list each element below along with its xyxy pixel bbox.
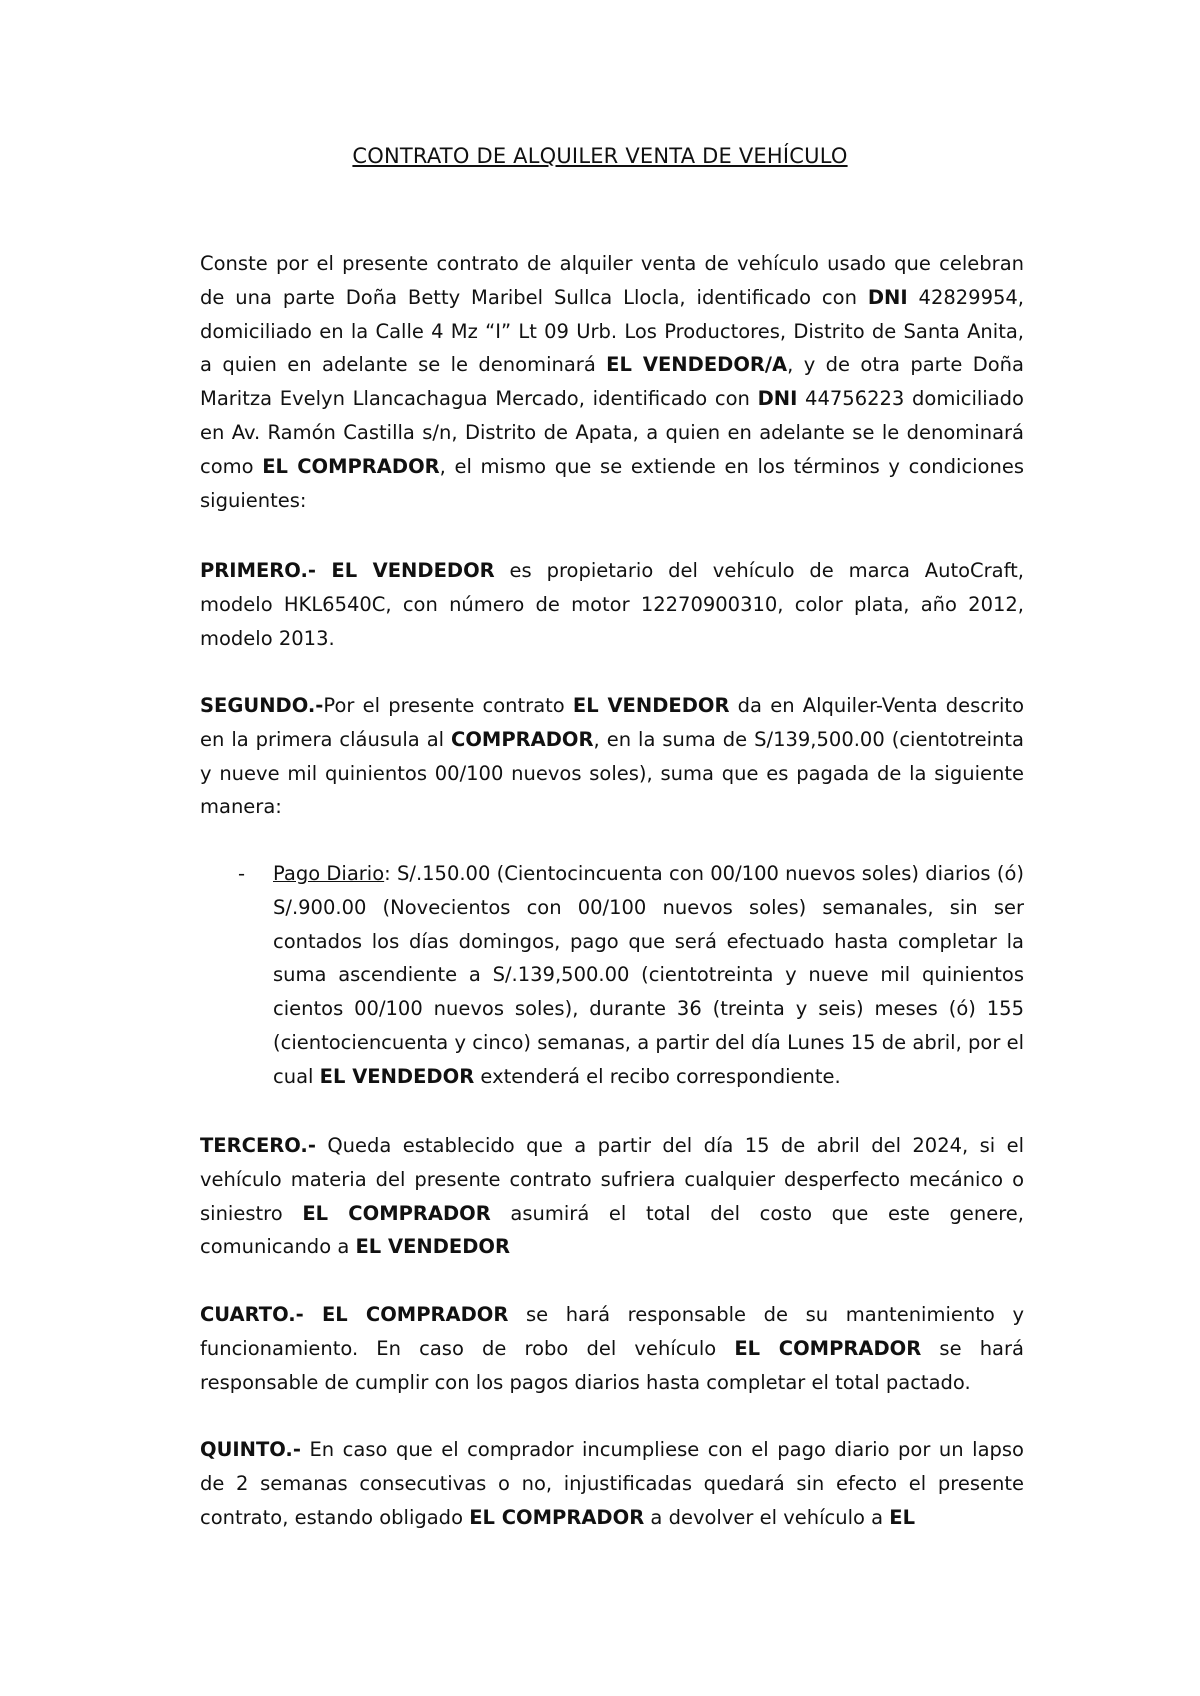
segundo-text-3: , en la suma de S/139,500.00 (cientotreinta y nueve mil quinientos 00/100 nuevos soles), suma que es pagada de la siguiente manera: — [200, 727, 1024, 819]
primero-text: es propietario del vehículo de marca AutoCraft, modelo HKL6540C, con número de motor 12270900310, color plata, año 2012, modelo 2013. — [200, 559, 1024, 650]
cuarto-heading: CUARTO.- EL COMPRADOR — [200, 1303, 509, 1326]
quinto-text-2: a devolver el vehículo a — [644, 1505, 890, 1529]
bullet-text — [273, 857, 1024, 1094]
intro-bold-3: DNI — [757, 387, 798, 411]
clause-segundo — [200, 689, 1024, 824]
primero-heading: PRIMERO.- EL VENDEDOR — [200, 559, 495, 582]
intro-text-2: 42829954, domiciliado en la Calle 4 Mz “I” Lt 09 Urb. Los Productores, Distrito de Santa Anita, a quien en adelante se le denominará — [200, 285, 1024, 377]
quinto-bold-3: EL — [889, 1505, 916, 1529]
clause-quinto — [200, 1433, 1024, 1534]
clause-tercero — [200, 1129, 1024, 1264]
segundo-text-1: Por el presente contrato — [323, 694, 573, 717]
tercero-text-2: asumirá el total del costo que este genere, comunicando a — [200, 1201, 1024, 1259]
document-title: CONTRATO DE ALQUILER VENTA DE VEHÍCULO — [352, 144, 848, 168]
intro-text-1: Conste por el presente contrato de alquiler venta de vehículo usado que celebran de una parte Doña Betty Maribel Sullca Llocla, identificado con — [200, 252, 1024, 309]
segundo-heading: SEGUNDO.- — [200, 694, 324, 717]
quinto-text-1: En caso que el comprador incumpliese con el pago diario por un lapso de 2 semanas consecutivas o no, injustificadas quedará sin efecto el presente contrato, estando obligado — [200, 1438, 1024, 1529]
segundo-bold-2: EL VENDEDOR — [572, 694, 730, 717]
intro-paragraph — [200, 247, 1024, 517]
quinto-bold-2: EL COMPRADOR — [469, 1505, 645, 1529]
bullet-text-1: : S/.150.00 (Cientocincuenta con 00/100 nuevos soles) diarios (ó) S/.900.00 (Novecientos con 00/100 nuevos soles) semanales, sin ser contados los días domingos, pago que será efectuado hasta completar la suma ascendiente a S/.139,500.00 (cientotreinta y nueve mil quinientos cientos 00/100 nuevos soles), durante 36 (treinta y seis) meses (ó) 155 (cientociencuenta y cinco) semanas, a partir del día Lunes 15 de abril, por el cual — [273, 862, 1024, 1088]
intro-bold-4: EL COMPRADOR — [262, 454, 440, 478]
segundo-bold-3: COMPRADOR — [451, 727, 594, 751]
intro-text-4: 44756223 domiciliado en Av. Ramón Castilla s/n, Distrito de Apata, a quien en adelante se le denominará como — [200, 387, 1024, 478]
bullet-dash: - — [238, 862, 246, 885]
intro-text-3: , y de otra parte Doña Maritza Evelyn Llancachagua Mercado, identificado con — [200, 353, 1024, 411]
cuarto-bold-2: EL COMPRADOR — [734, 1336, 922, 1360]
intro-bold-2: EL VENDEDOR/A — [606, 353, 788, 377]
clause-cuarto — [200, 1298, 1024, 1399]
clause-primero — [200, 554, 1024, 655]
tercero-bold-3: EL VENDEDOR — [355, 1235, 511, 1259]
segundo-text-2: da en Alquiler-Venta descrito en la primera cláusula al — [200, 694, 1024, 751]
tercero-bold-2: EL COMPRADOR — [302, 1201, 491, 1225]
cuarto-text-2: se hará responsable de cumplir con los pagos diarios hasta completar el total pactado. — [200, 1336, 1024, 1394]
quinto-heading: QUINTO.- — [200, 1438, 301, 1461]
tercero-text-1: Queda establecido que a partir del día 15 de abril del 2024, si el vehículo materia del presente contrato sufriera cualquier desperfecto mecánico o siniestro — [200, 1134, 1024, 1225]
bullet-text-2: extenderá el recibo correspondiente. — [474, 1064, 841, 1088]
intro-bold-1: DNI — [867, 285, 908, 309]
bullet-bold-1: EL VENDEDOR — [319, 1064, 475, 1088]
pago-diario-label: Pago Diario — [273, 862, 385, 885]
cuarto-text-1: se hará responsable de su mantenimiento y funcionamiento. En caso de robo del vehículo — [200, 1303, 1024, 1360]
intro-text-5: , el mismo que se extiende en los términos y condiciones siguientes: — [200, 454, 1024, 512]
tercero-heading: TERCERO.- — [200, 1134, 316, 1157]
